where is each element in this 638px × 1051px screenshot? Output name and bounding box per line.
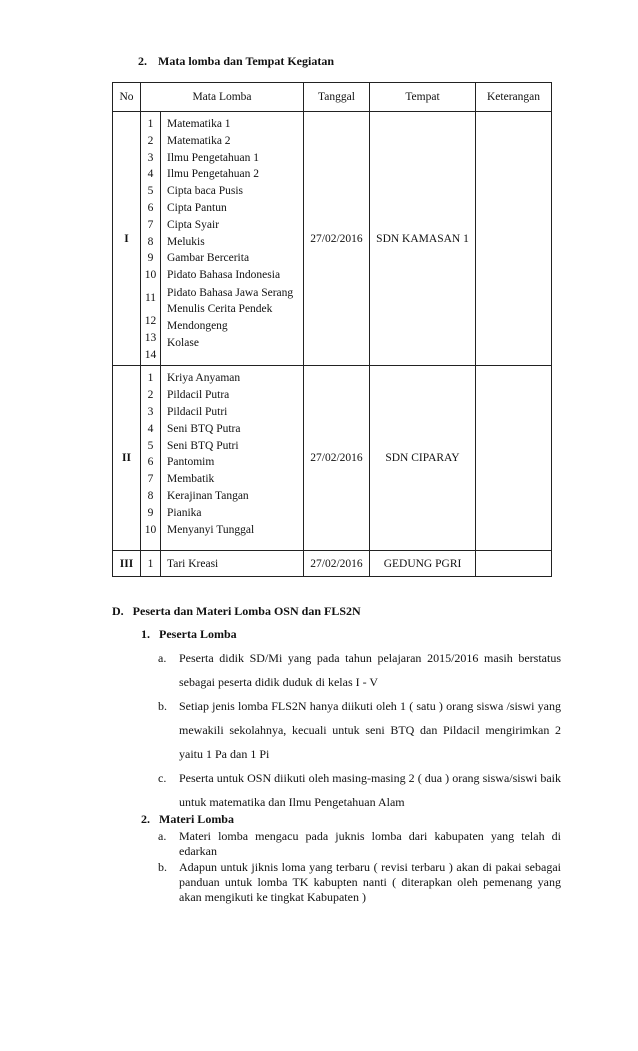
materi-b-letter: b. [158,860,167,874]
header-mata-lomba: Mata Lomba [141,83,304,112]
section-d-title: Peserta dan Materi Lomba OSN dan FLS2N [132,604,361,618]
list-item: Pantomim [167,456,215,469]
num: 12 [144,314,157,327]
num: 7 [147,473,154,486]
list-item: Matematika 1 [167,118,231,130]
list-item: Seni BTQ Putri [167,439,239,452]
list-item: Pidato Bahasa Jawa Serang [167,286,294,299]
list-item: Gambar Bercerita [167,252,250,265]
header-keterangan: Keterangan [476,83,552,112]
num: 14 [144,348,157,361]
num: 6 [147,201,154,214]
list-item: Kerajinan Tangan [167,489,249,502]
group-2-note [476,366,552,551]
num: 3 [147,405,154,418]
table-row-group-2 [113,366,552,551]
group-1-no: I [113,112,141,366]
list-item: Melukis [167,235,205,248]
table-row-group-3 [113,551,552,577]
list-item: Kriya Anyaman [167,372,241,385]
group-2-numbers [141,366,161,551]
table-header-row [113,83,552,112]
num: 13 [144,331,157,344]
num: 8 [147,235,154,248]
group-1-note [476,112,552,366]
list-item: Pildacil Putra [167,389,230,402]
section-2-number: 2. [138,54,147,68]
num: 7 [147,218,154,231]
materi-a-text: Materi lomba mengacu pada juknis lomba dari kabupaten yang telah di edarkan [179,829,561,858]
list-item: Pidato Bahasa Indonesia [167,269,281,282]
group-1-items [161,112,304,366]
subsection-2-number: 2. [141,812,150,826]
item-a-text: Peserta didik SD/Mi yang pada tahun pelajaran 2015/2016 masih berstatus sebagai peserta didik duduk di kelas I - V [179,651,561,689]
materi-b-text: Adapun untuk jiknis loma yang terbaru ( revisi terbaru ) akan di pakai sebagai panduan untuk lomba TK kabupten nanti ( diterapkan oleh pemenang yang akan mengikuti ke tingkat Kabupaten ) [179,860,561,904]
list-item: Seni BTQ Putra [167,422,241,435]
num: 1 [147,372,154,385]
list-item: Pianika [167,506,202,519]
group-3-item: Tari Kreasi [161,551,304,577]
group-3-note [476,551,552,577]
subsection-1-title: Peserta Lomba [159,627,237,641]
header-tanggal: Tanggal [304,83,370,112]
group-1-place: SDN KAMASAN 1 [370,112,476,366]
list-item: Menyanyi Tunggal [167,523,255,536]
materi-a-letter: a. [158,829,167,843]
table-row-group-1 [113,112,552,366]
num: 2 [147,134,154,147]
group-3-no: III [113,551,141,577]
group-2-no: II [113,366,141,551]
list-item: Cipta Syair [167,218,220,231]
item-b-text: Setiap jenis lomba FLS2N hanya diikuti oleh 1 ( satu ) orang siswa /siswi yang mewakili sekolahnya, kecuali untuk seni BTQ dan Pildacil mengirimkan 2 yaitu 1 Pa dan 1 Pi [179,699,561,761]
num: 10 [144,523,157,536]
num: 5 [147,185,154,198]
list-item: Matematika 2 [167,134,231,147]
subsection-1-heading [141,627,237,642]
group-2-items [161,366,304,551]
section-d-letter: D. [112,604,124,618]
list-item: Pildacil Putri [167,405,228,418]
subsection-2-title: Materi Lomba [159,812,234,826]
header-no: No [113,83,141,112]
list-item: Kolase [167,336,199,349]
num: 8 [147,489,154,502]
section-2-heading [138,54,334,69]
num: 6 [147,456,154,469]
header-tempat: Tempat [370,83,476,112]
competition-table [112,82,552,577]
list-item: Cipta Pantun [167,201,227,214]
section-2-title: Mata lomba dan Tempat Kegiatan [158,54,335,68]
list-item: Ilmu Pengetahuan 1 [167,151,259,164]
item-a-letter: a. [158,651,167,665]
num: 2 [147,389,154,402]
num: 4 [147,422,154,435]
group-2-place: SDN CIPARAY [370,366,476,551]
list-item: Ilmu Pengetahuan 2 [167,168,259,181]
item-c-text: Peserta untuk OSN diikuti oleh masing-masing 2 ( dua ) orang siswa/siswi baik untuk matematika dan Ilmu Pengetahuan Alam [179,771,561,809]
group-1-date: 27/02/2016 [304,112,370,366]
list-item: Membatik [167,473,215,486]
num: 9 [147,252,154,265]
subsection-1-number: 1. [141,627,150,641]
group-3-number: 1 [141,551,161,577]
list-item: Cipta baca Pusis [167,185,244,198]
list-item: Mendongeng [167,319,228,332]
subsection-2-heading [141,812,234,827]
group-3-date: 27/02/2016 [304,551,370,577]
num: 3 [147,151,154,164]
section-d-heading [112,604,361,619]
num: 11 [144,291,157,304]
group-1-numbers [141,112,161,366]
list-item: Menulis Cerita Pendek [167,302,273,315]
num: 5 [147,439,154,452]
item-b-letter: b. [158,699,167,713]
num: 1 [147,118,154,130]
num: 4 [147,168,154,181]
num: 9 [147,506,154,519]
num: 10 [144,269,157,282]
group-2-date: 27/02/2016 [304,366,370,551]
item-c-letter: c. [158,771,167,785]
group-3-place: GEDUNG PGRI [370,551,476,577]
